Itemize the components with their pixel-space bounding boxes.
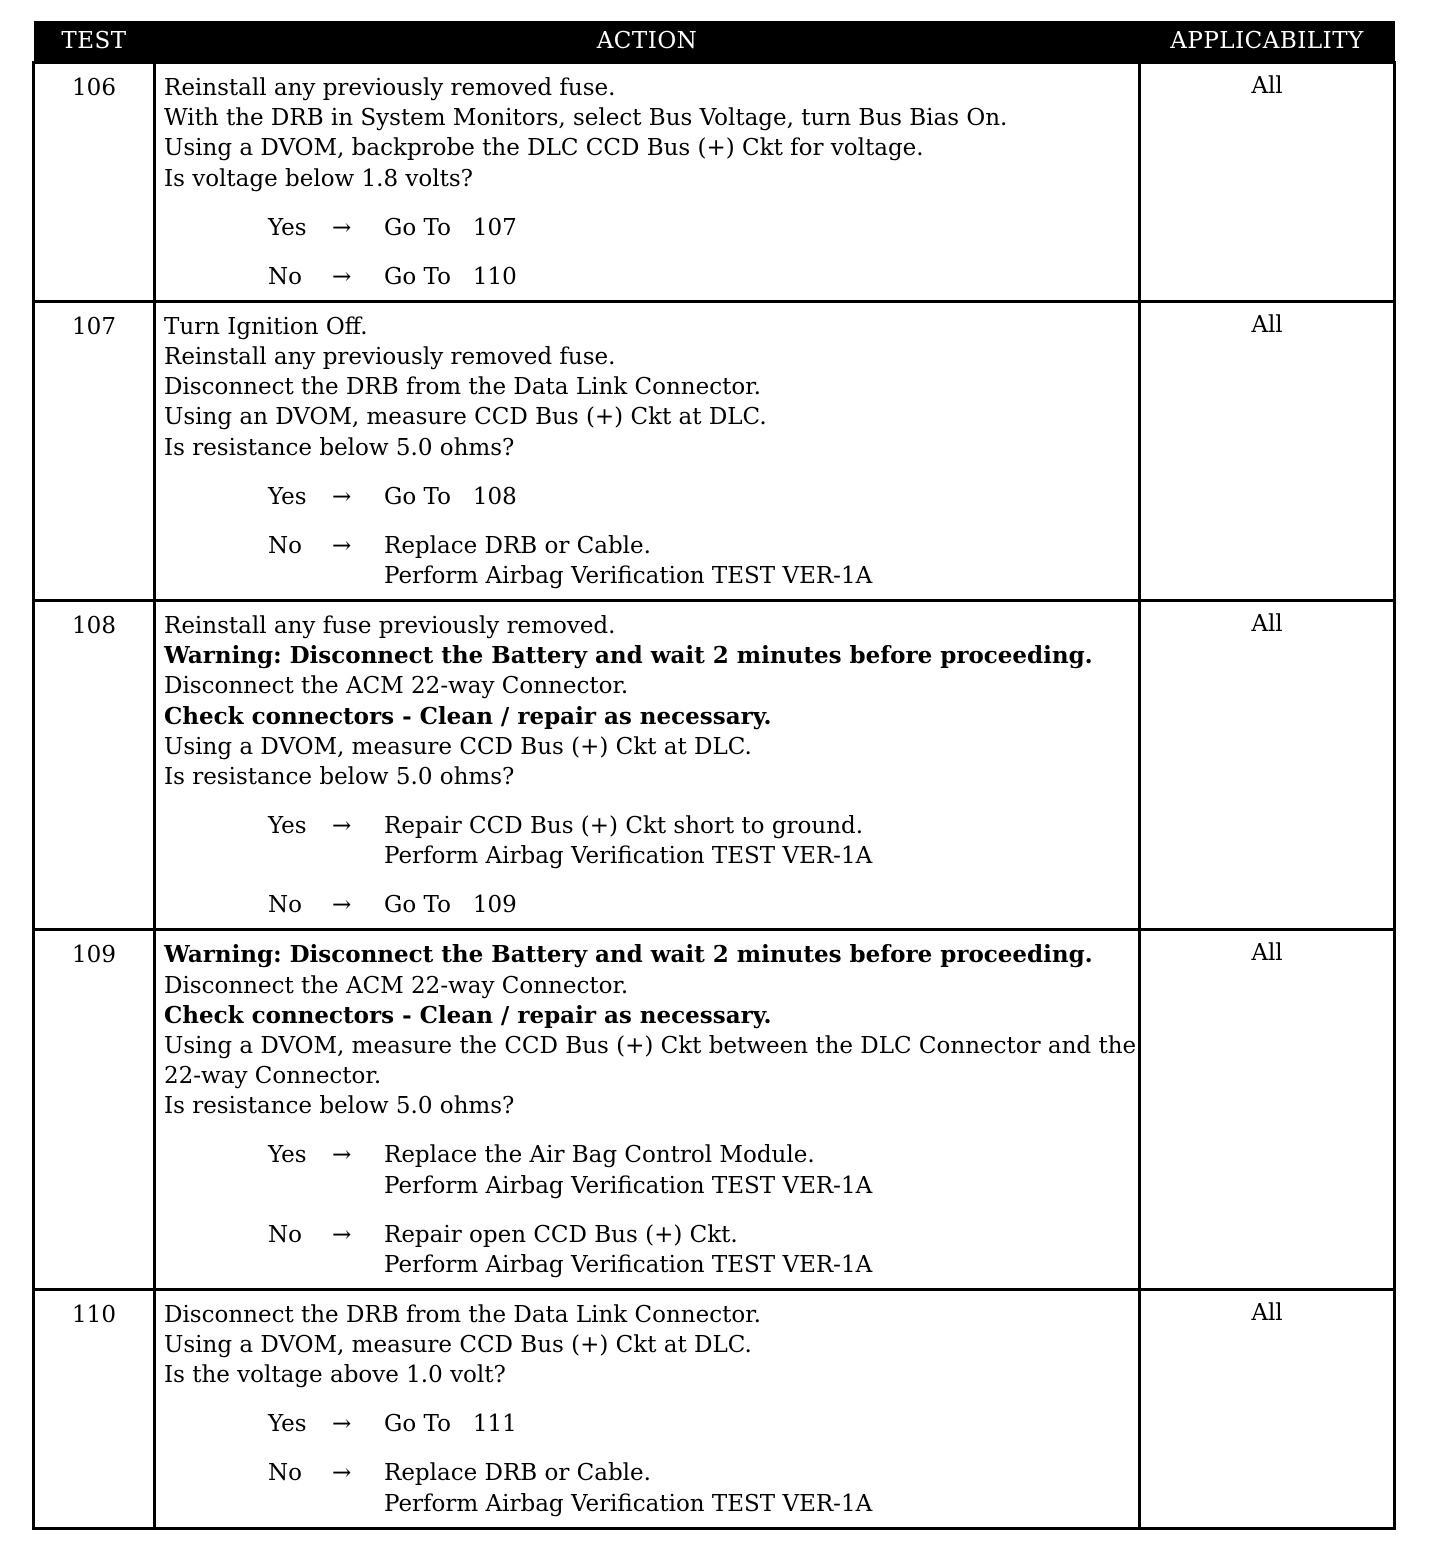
right-arrow-icon: →	[332, 1142, 352, 1169]
outcome-result-line: Perform Airbag Verification TEST VER-1A	[384, 1172, 873, 1199]
outcome-result-line: Go To 109	[384, 892, 517, 919]
right-arrow-icon: →	[332, 263, 352, 290]
right-arrow-icon: →	[332, 214, 352, 241]
outcome-result-line: Go To 110	[384, 263, 517, 290]
table-row	[34, 601, 1395, 930]
outcome-answer: Yes	[268, 813, 307, 840]
action-line: Disconnect the DRB from the Data Link Connector.	[164, 374, 761, 401]
action-warning-line: Check connectors - Clean / repair as necessary.	[164, 702, 772, 730]
outcome-no	[164, 531, 1132, 591]
action-line: Is resistance below 5.0 ohms?	[164, 1093, 515, 1120]
action-line: Is resistance below 5.0 ohms?	[164, 764, 515, 791]
outcome-answer: Yes	[268, 214, 307, 241]
outcome-result	[384, 1140, 872, 1200]
outcome-answer: No	[268, 892, 302, 919]
action-line: Disconnect the DRB from the Data Link Connector.	[164, 1302, 761, 1329]
outcome-result	[384, 262, 517, 292]
outcome-result	[384, 1458, 872, 1518]
action-cell	[155, 601, 1140, 930]
header-action: ACTION	[155, 21, 1140, 63]
action-line: Disconnect the ACM 22-way Connector.	[164, 972, 629, 999]
action-line: Is resistance below 5.0 ohms?	[164, 434, 515, 461]
header-applicability: APPLICABILITY	[1140, 21, 1395, 63]
action-line: Using an DVOM, measure CCD Bus (+) Ckt at DLC.	[164, 404, 767, 431]
outcome-result-line: Replace DRB or Cable.	[384, 1460, 651, 1487]
action-line: Using a DVOM, measure CCD Bus (+) Ckt at DLC.	[164, 733, 752, 760]
table-row	[34, 63, 1395, 302]
right-arrow-icon: →	[332, 813, 352, 840]
action-cell	[155, 930, 1140, 1290]
outcome-result-line: Replace DRB or Cable.	[384, 532, 651, 559]
action-line: 22-way Connector.	[164, 1063, 382, 1090]
test-number: 106	[34, 63, 155, 302]
outcome-result-line: Perform Airbag Verification TEST VER-1A	[384, 1490, 873, 1517]
outcome-result	[384, 531, 872, 591]
action-warning-line: Warning: Disconnect the Battery and wait 2 minutes before proceeding.	[164, 941, 1093, 969]
action-line: Reinstall any previously removed fuse.	[164, 75, 616, 101]
action-line: Turn Ignition Off.	[164, 313, 368, 340]
outcome-result	[384, 1220, 872, 1280]
outcome-result-line: Repair open CCD Bus (+) Ckt.	[384, 1221, 738, 1248]
outcome-answer: No	[268, 263, 302, 290]
outcome-result	[384, 482, 517, 512]
action-line: Reinstall any fuse previously removed.	[164, 613, 616, 640]
applicability-value: All	[1140, 930, 1395, 1290]
applicability-value: All	[1140, 601, 1395, 930]
outcome-yes	[164, 1409, 1132, 1439]
outcome-yes	[164, 1140, 1132, 1200]
outcome-answer: Yes	[268, 1411, 307, 1438]
outcome-result-line: Go To 108	[384, 483, 517, 510]
table-header	[34, 21, 1395, 63]
action-line: Is voltage below 1.8 volts?	[164, 165, 473, 192]
test-table	[32, 21, 1396, 1530]
table-row	[34, 930, 1395, 1290]
test-number: 110	[34, 1290, 155, 1529]
outcome-result	[384, 1409, 517, 1439]
test-number: 109	[34, 930, 155, 1290]
header-row	[34, 21, 1395, 63]
outcome-answer: No	[268, 1460, 302, 1487]
outcome-yes	[164, 811, 1132, 871]
table-row	[34, 301, 1395, 600]
right-arrow-icon: →	[332, 1411, 352, 1438]
outcome-result-line: Replace the Air Bag Control Module.	[384, 1142, 815, 1169]
action-line: Using a DVOM, measure the CCD Bus (+) Ckt between the DLC Connector and the	[164, 1033, 1137, 1060]
action-line: With the DRB in System Monitors, select Bus Voltage, turn Bus Bias On.	[164, 105, 1008, 132]
table-row	[34, 1290, 1395, 1529]
action-line: Using a DVOM, backprobe the DLC CCD Bus (+) Ckt for voltage.	[164, 135, 924, 162]
outcome-result-line: Perform Airbag Verification TEST VER-1A	[384, 1251, 873, 1278]
outcome-answer: Yes	[268, 1142, 307, 1169]
applicability-value: All	[1140, 1290, 1395, 1529]
header-test: TEST	[34, 21, 155, 63]
outcome-result-line: Perform Airbag Verification TEST VER-1A	[384, 843, 873, 870]
outcome-answer: No	[268, 1221, 302, 1248]
outcome-no	[164, 262, 1132, 292]
outcome-no	[164, 1458, 1132, 1518]
outcome-answer: Yes	[268, 483, 307, 510]
action-cell	[155, 301, 1140, 600]
outcome-result-line: Perform Airbag Verification TEST VER-1A	[384, 562, 873, 589]
outcome-no	[164, 890, 1132, 920]
action-cell	[155, 1290, 1140, 1529]
applicability-value: All	[1140, 63, 1395, 302]
applicability-value: All	[1140, 301, 1395, 600]
action-line: Disconnect the ACM 22-way Connector.	[164, 673, 629, 700]
outcome-answer: No	[268, 532, 302, 559]
outcome-result-line: Repair CCD Bus (+) Ckt short to ground.	[384, 813, 864, 840]
action-line: Is the voltage above 1.0 volt?	[164, 1362, 506, 1389]
test-number: 107	[34, 301, 155, 600]
action-line: Using a DVOM, measure CCD Bus (+) Ckt at DLC.	[164, 1332, 752, 1359]
outcome-result	[384, 213, 517, 243]
outcome-result-line: Go To 107	[384, 214, 517, 241]
test-number: 108	[34, 601, 155, 930]
outcome-result	[384, 890, 517, 920]
action-cell	[155, 63, 1140, 302]
outcome-yes	[164, 482, 1132, 512]
table-body	[34, 63, 1395, 1529]
action-warning-line: Warning: Disconnect the Battery and wait 2 minutes before proceeding.	[164, 642, 1093, 670]
action-line: Reinstall any previously removed fuse.	[164, 344, 616, 371]
test-procedure-sheet	[32, 21, 1393, 1530]
outcome-yes	[164, 213, 1132, 243]
right-arrow-icon: →	[332, 1221, 352, 1248]
right-arrow-icon: →	[332, 483, 352, 510]
outcome-result-line: Go To 111	[384, 1411, 517, 1438]
outcome-result	[384, 811, 872, 871]
outcome-no	[164, 1220, 1132, 1280]
action-warning-line: Check connectors - Clean / repair as necessary.	[164, 1001, 772, 1029]
right-arrow-icon: →	[332, 892, 352, 919]
right-arrow-icon: →	[332, 532, 352, 559]
right-arrow-icon: →	[332, 1460, 352, 1487]
